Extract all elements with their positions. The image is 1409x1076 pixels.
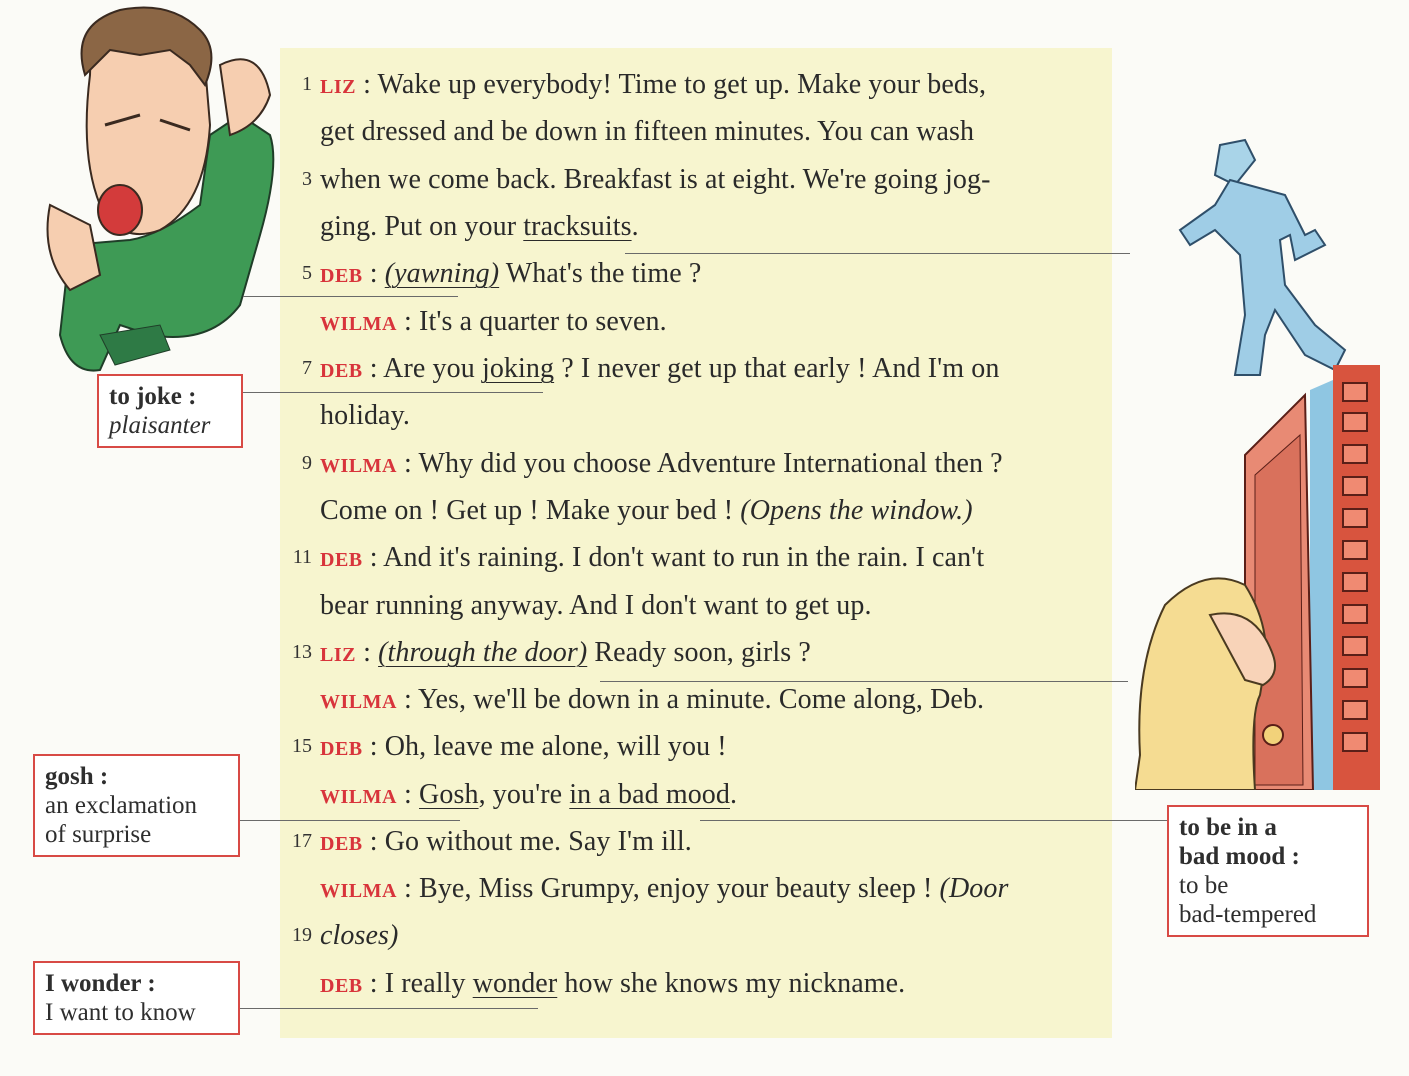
stage-direction: (Door: [939, 873, 1009, 904]
speaker-label: DEB: [320, 360, 363, 382]
line-number: 3: [302, 168, 312, 190]
dialogue-line: ging. Put on your tracksuits.: [320, 211, 639, 242]
glossary-box-bad-mood: [1167, 805, 1369, 937]
glossary-box-i-wonder: [33, 961, 240, 1035]
speaker-label: WILMA: [320, 691, 397, 713]
glossed-word-gosh: Gosh: [419, 779, 479, 810]
line-number: 9: [302, 452, 312, 474]
glossary-definition: bad-tempered: [1179, 901, 1317, 928]
leader-line-door: [600, 681, 1128, 682]
dialogue-line: [320, 919, 398, 953]
stage-direction: (Opens the window.): [740, 495, 973, 526]
dialogue-line: when we come back. Breakfast is at eight. We're going jog-: [320, 164, 991, 195]
glossary-definition: of surprise: [45, 821, 152, 848]
dialogue-line: WILMA : It's a quarter to seven.: [320, 306, 667, 337]
dialogue-line: get dressed and be down in fifteen minutes. You can wash: [320, 116, 975, 147]
dialogue-line: DEB : (yawning) What's the time ?: [320, 258, 702, 289]
dialogue-line: WILMA : Bye, Miss Grumpy, enjoy your beauty sleep ! (Door: [320, 873, 1009, 904]
line-number: 5: [302, 262, 312, 284]
glossary-definition: to be: [1179, 872, 1229, 899]
glossary-term: gosh :: [45, 763, 109, 790]
speaker-label: WILMA: [320, 786, 397, 808]
line-number: 19: [292, 924, 312, 946]
tracksuit-illustration: [1175, 135, 1360, 385]
leader-line-tracksuits: [625, 253, 1130, 254]
glossary-box-to-joke: [97, 374, 243, 448]
glossed-word-through-the-door: (through the door): [378, 637, 588, 668]
dialogue-line: WILMA : Gosh, you're in a bad mood.: [320, 779, 738, 810]
speaker-label: DEB: [320, 265, 363, 287]
glossary-box-gosh: [33, 754, 240, 857]
line-number: 13: [292, 641, 312, 663]
line-number: 11: [292, 546, 312, 568]
glossary-term: to joke :: [109, 383, 197, 410]
speaker-label: LIZ: [320, 76, 356, 98]
line-number: 17: [292, 830, 312, 852]
glossary-definition: I want to know: [45, 999, 196, 1026]
girl-at-door-illustration: [1135, 365, 1380, 790]
dialogue-line: LIZ : Wake up everybody! Time to get up. Make your beds,: [320, 69, 987, 100]
leader-line-yawning: [243, 296, 458, 297]
dialogue-line: LIZ : (through the door) Ready soon, girls ?: [320, 637, 811, 668]
speaker-label: WILMA: [320, 880, 397, 902]
glossed-word-yawning: (yawning): [384, 258, 500, 289]
leader-line-gosh: [240, 820, 460, 821]
stage-direction: closes): [320, 920, 399, 951]
shouting-boy-illustration: [30, 5, 280, 380]
dialogue-line: DEB : Oh, leave me alone, will you !: [320, 731, 727, 762]
glossed-word-joking: joking: [481, 353, 555, 384]
dialogue-line: WILMA : Why did you choose Adventure International then ?: [320, 448, 1003, 479]
speaker-label: WILMA: [320, 313, 397, 335]
line-number: 15: [292, 735, 312, 757]
dialogue-line: Come on ! Get up ! Make your bed ! (Opens the window.): [320, 495, 973, 526]
leader-line-wonder: [238, 1008, 538, 1009]
glossary-definition: an exclamation: [45, 792, 198, 819]
glossary-term: I wonder :: [45, 970, 156, 997]
speaker-label: WILMA: [320, 455, 397, 477]
glossary-term: to be in a: [1179, 814, 1277, 841]
dialogue-line: DEB : Go without me. Say I'm ill.: [320, 826, 692, 857]
speaker-label: LIZ: [320, 644, 356, 666]
speaker-label: DEB: [320, 738, 363, 760]
dialogue-line: DEB : And it's raining. I don't want to run in the rain. I can't: [320, 542, 985, 573]
glossed-word-tracksuits: tracksuits: [523, 211, 632, 242]
dialogue-line: DEB : Are you joking ? I never get up that early ! And I'm on: [320, 353, 1000, 384]
dialogue-line: WILMA : Yes, we'll be down in a minute. Come along, Deb.: [320, 684, 985, 715]
speaker-label: DEB: [320, 549, 363, 571]
line-number: 1: [302, 73, 312, 95]
glossed-word-wonder: wonder: [472, 968, 558, 999]
dialogue-line: holiday.: [320, 400, 410, 431]
glossary-term: bad mood :: [1179, 843, 1300, 870]
dialogue-line: DEB : I really wonder how she knows my nickname.: [320, 968, 906, 999]
glossed-word-bad-mood: in a bad mood: [569, 779, 730, 810]
speaker-label: DEB: [320, 975, 363, 997]
line-number: 7: [302, 357, 312, 379]
dialogue-line: bear running anyway. And I don't want to get up.: [320, 590, 872, 621]
leader-line-joking: [243, 392, 543, 393]
leader-line-mood: [700, 820, 1168, 821]
speaker-label: DEB: [320, 833, 363, 855]
glossary-definition: plaisanter: [109, 412, 211, 439]
